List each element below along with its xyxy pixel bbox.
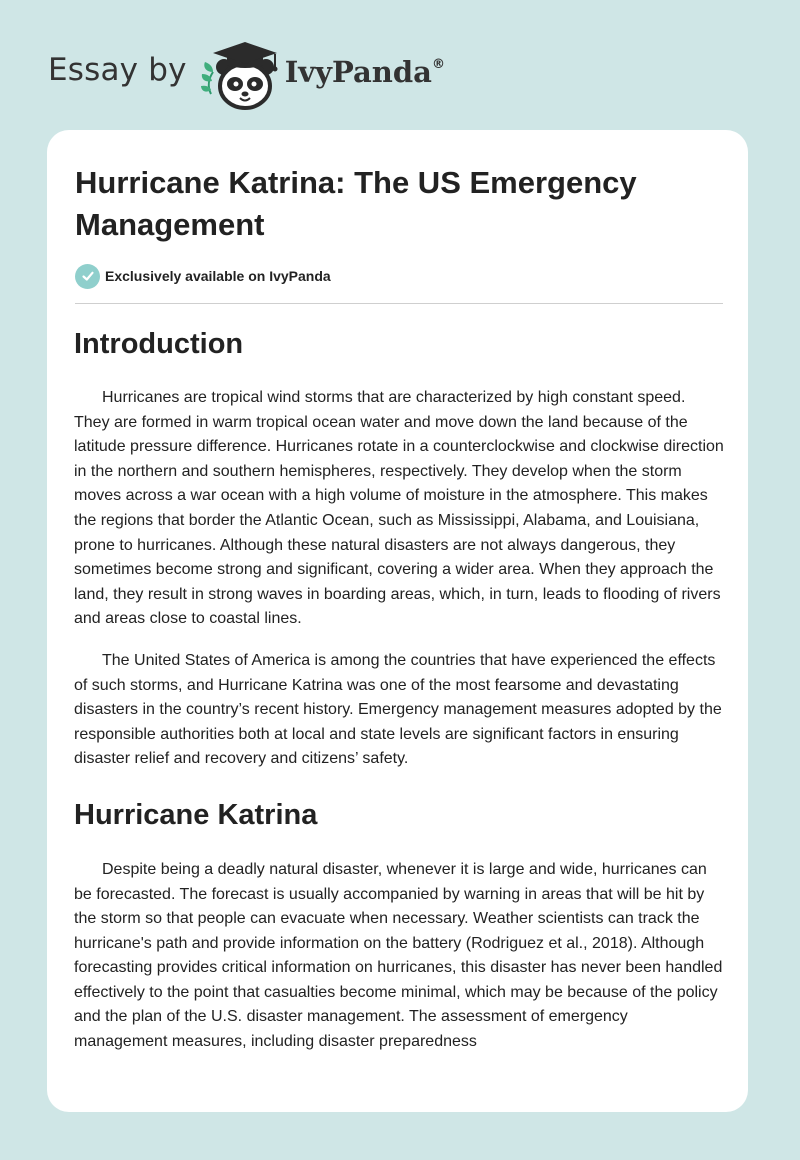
panda-logo-icon [197, 34, 283, 114]
brand-name: IvyPanda® [284, 55, 445, 89]
badge-text: Exclusively available on IvyPanda [105, 268, 331, 284]
paragraph: Hurricanes are tropical wind storms that are characterized by high constant speed. They are formed in warm tropical ocean water and move down the land because of the latitude pressure difference. Hurricanes rotate in a counterclockwise and clockwise direction in the northern and southern hemispheres, respectively. They develop when the storm moves across a war ocean with a high volume of moisture in the atmosphere. This makes the regions that border the Atlantic Ocean, such as Mississippi, Alabama, and Louisiana, prone to hurricanes. Although these natural disasters are not always dangerous, they sometimes become strong and significant, covering a wider area. When they approach the land, they result in strong waves in boarding areas, which, in turn, leads to flooding of rivers and areas close to coastal lines. [74, 389, 724, 628]
essay-title: Hurricane Katrina: The US Emergency Management [75, 165, 637, 242]
check-circle-icon [75, 264, 100, 289]
essay-card [47, 130, 748, 1112]
section-heading-hurricane-katrina: Hurricane Katrina [74, 798, 318, 831]
exclusive-badge [75, 263, 331, 289]
essay-body [74, 322, 724, 1055]
site-logo[interactable] [48, 34, 445, 114]
section-heading-introduction: Introduction [74, 328, 244, 360]
paragraph: The United States of America is among the countries that have experienced the effects of such storms, and Hurricane Katrina was one of the most fearsome and devastating disasters in the country’s recent history. Emergency management measures adopted by the responsible authorities both at local and state levels are significant factors in ensuring disaster relief and recovery and citizens’ safety. [74, 651, 722, 768]
divider [75, 303, 723, 304]
paragraph: Despite being a deadly natural disaster, whenever it is large and wide, hurricanes can be forecasted. The forecast is usually accompanied by warning in areas that will be hit by the storm so that people can evacuate when necessary. Weather scientists can track the hurricane's path and provide information on the battery (Rodriguez et al., 2018). Although forecasting provides critical information on hurricanes, this disaster has never been handled effectively to the point that casualties become minimal, which may be because of the policy and the plan of the U.S. disaster management. The assessment of emergency management measures, including disaster preparedness [74, 860, 723, 1051]
registered-mark: ® [431, 57, 445, 72]
logo-prefix: Essay by [48, 52, 187, 88]
